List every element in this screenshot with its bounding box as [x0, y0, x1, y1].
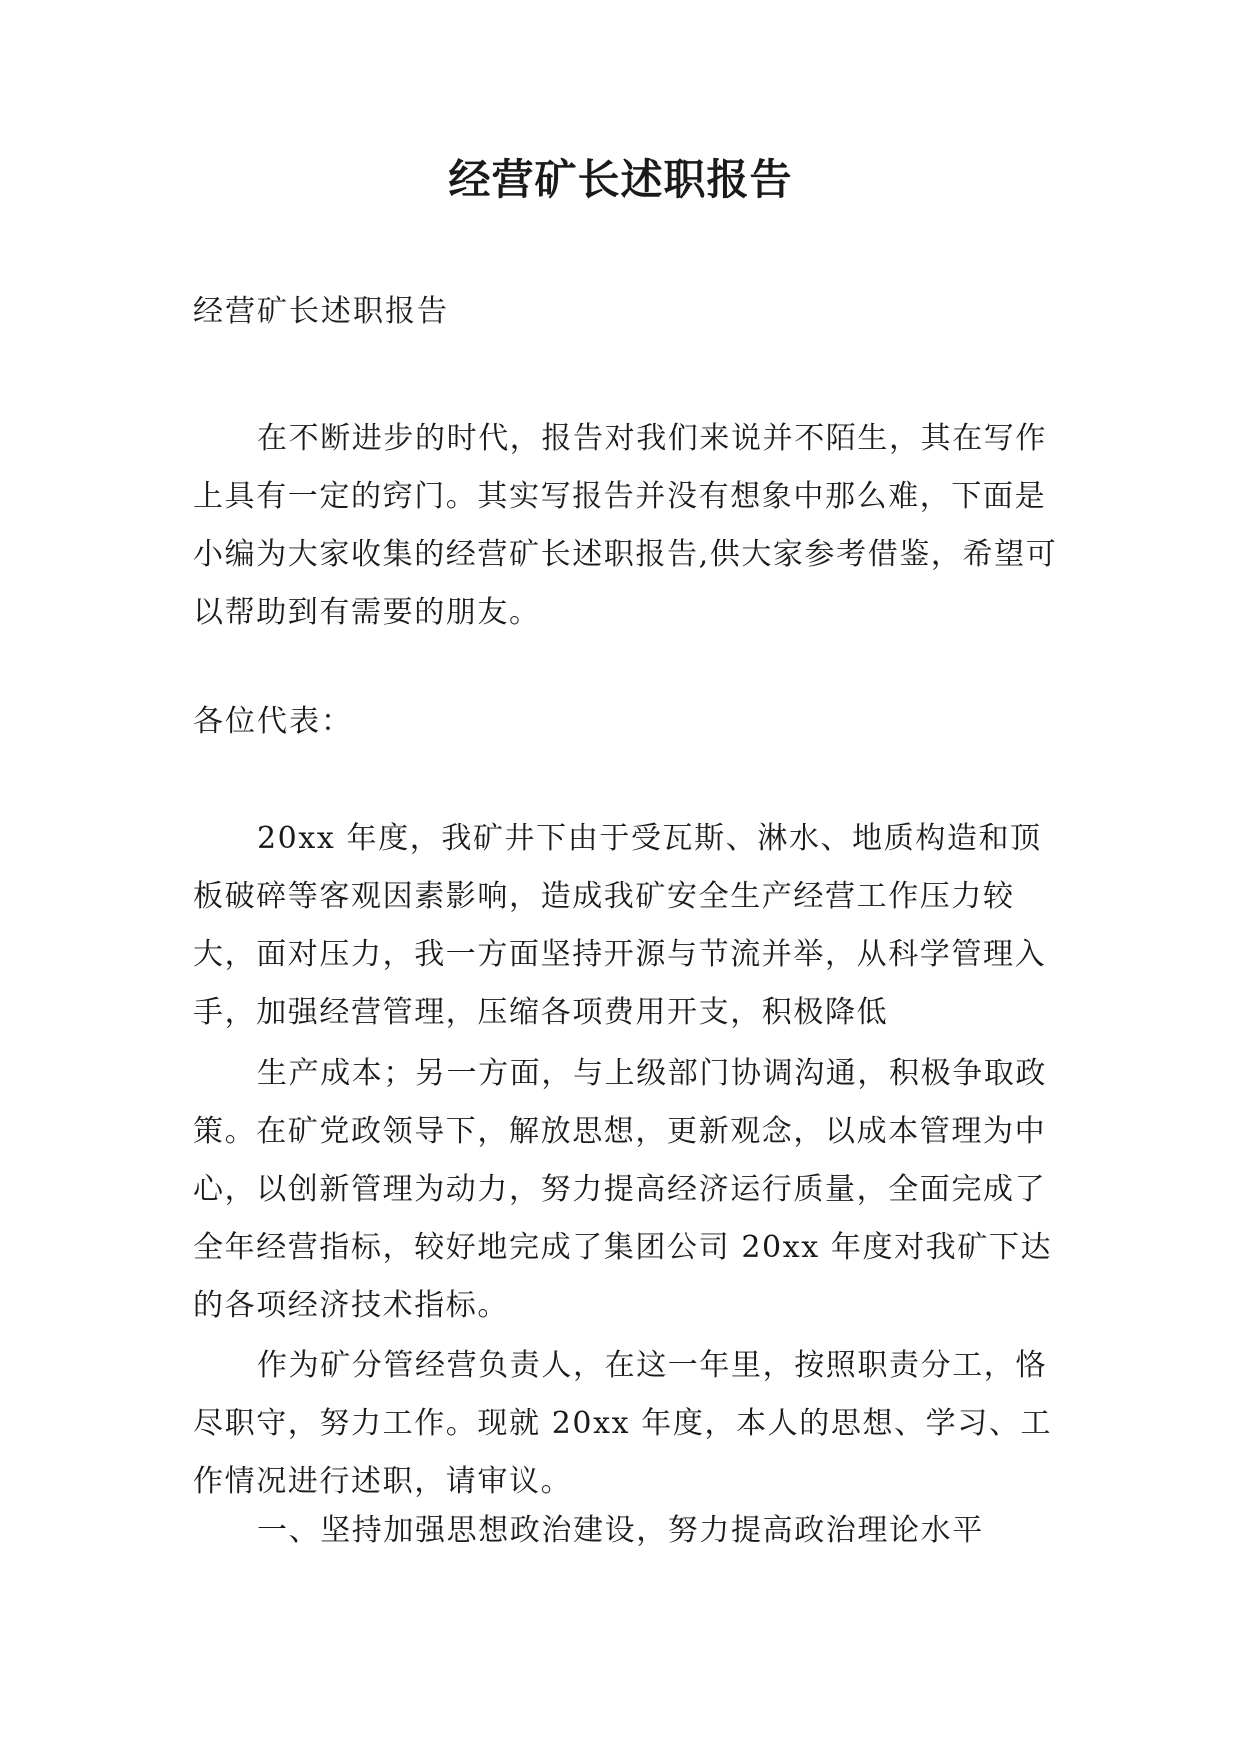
document-subtitle: 经营矿长述职报告: [193, 294, 449, 329]
salutation: 各位代表：: [193, 704, 353, 739]
document-title: 经营矿长述职报告: [448, 155, 793, 204]
section-heading-1: 一、坚持加强思想政治建设，努力提高政治理论水平: [257, 1513, 984, 1548]
body-paragraph-2: 生产成本；另一方面，与上级部门协调沟通，积极争取政策。在矿党政领导下，解放思想，更新观念，以成本管理为中心，以创新管理为动力，努力提高经济运行质量，全面完成了全年经营指标，较好地完成了集团公司 20xx 年度对我矿下达的各项经济技术指标。: [193, 1056, 1053, 1323]
body-paragraph-1: 20xx 年度，我矿井下由于受瓦斯、淋水、地质构造和顶板破碎等客观因素影响，造成我矿安全生产经营工作压力较大，面对压力，我一方面坚持开源与节流并举，从科学管理入手，加强经营管理，压缩各项费用开支，积极降低: [193, 821, 1047, 1030]
intro-paragraph: 在不断进步的时代，报告对我们来说并不陌生，其在写作上具有一定的窍门。其实写报告并没有想象中那么难，下面是小编为大家收集的经营矿长述职报告,供大家参考借鉴，希望可以帮助到有需要的朋友。: [193, 421, 1058, 630]
body-paragraph-3: 作为矿分管经营负责人，在这一年里，按照职责分工，恪尽职守，努力工作。现就 20xx 年度，本人的思想、学习、工作情况进行述职，请审议。: [193, 1348, 1053, 1499]
